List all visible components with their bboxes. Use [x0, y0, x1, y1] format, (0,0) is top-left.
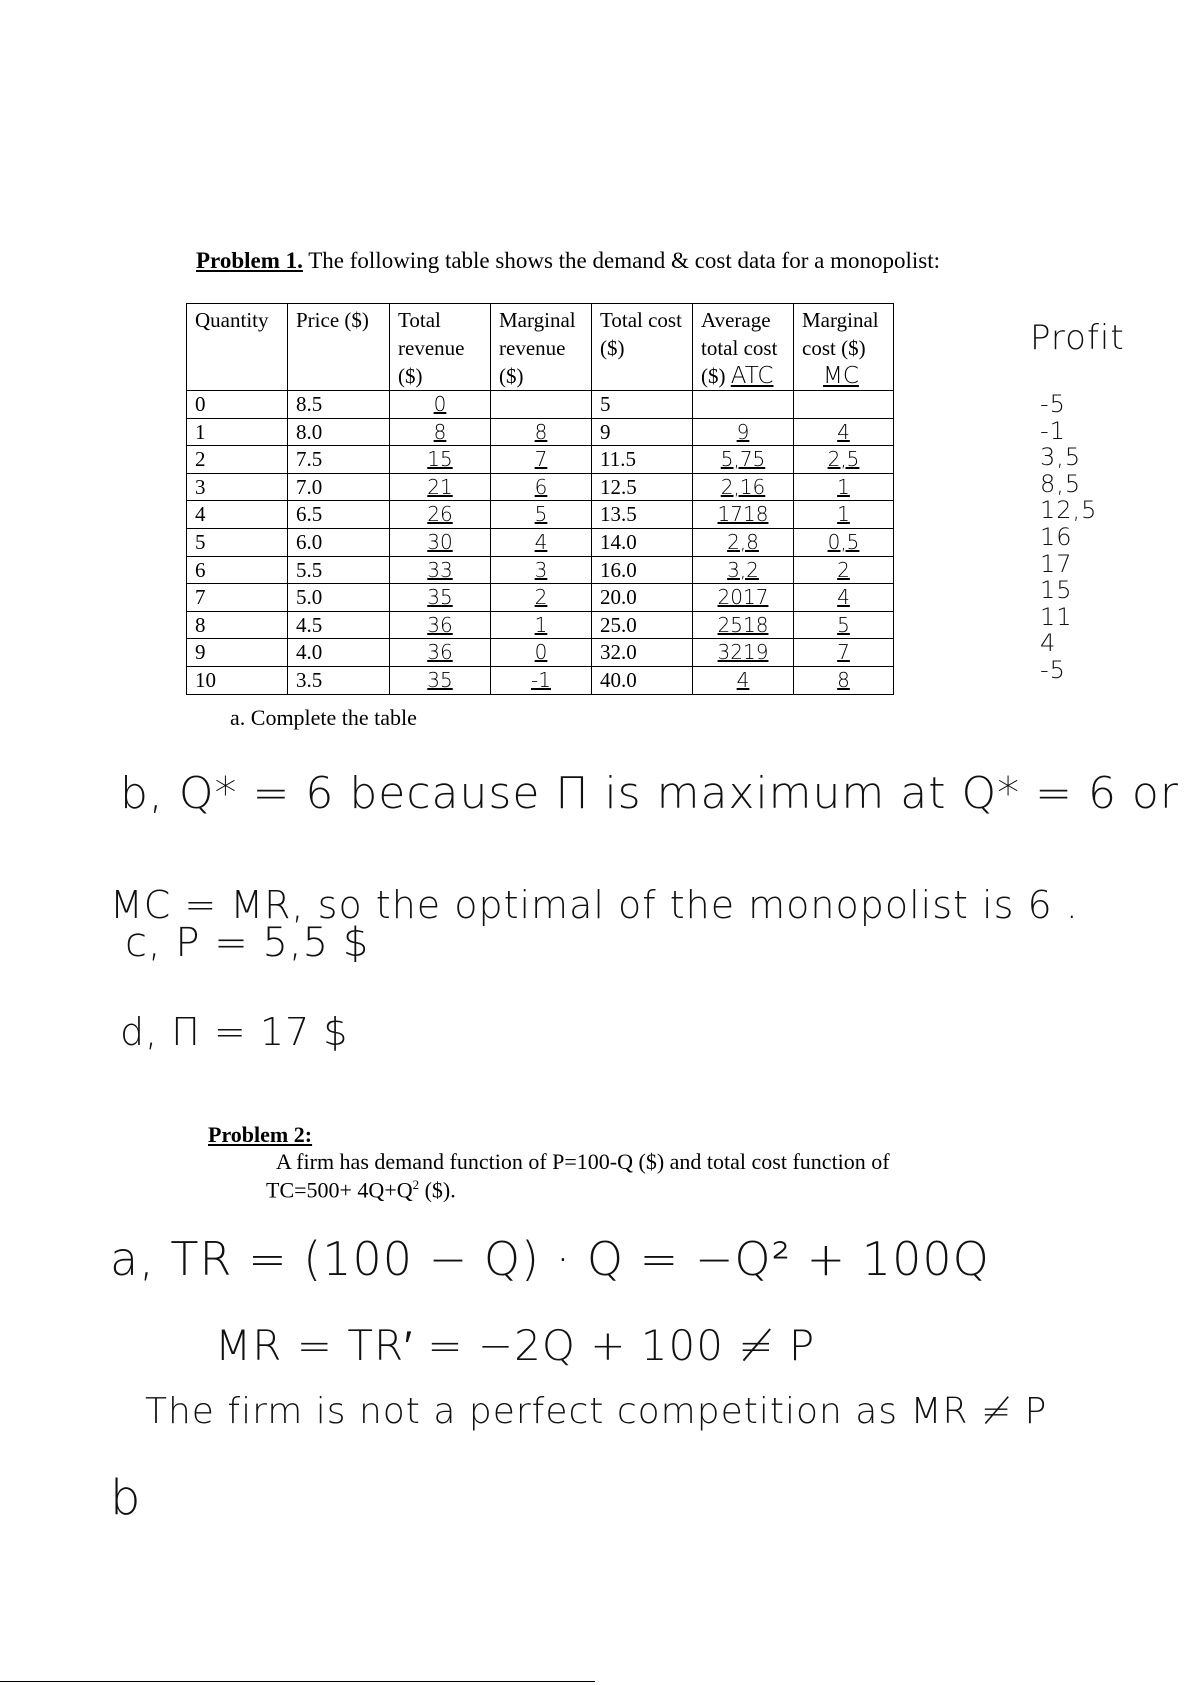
table-row	[187, 528, 894, 556]
profit-value: 12,5	[1040, 496, 1098, 525]
cell-total-cost: 12.5	[592, 473, 693, 501]
monopolist-table	[186, 303, 894, 695]
cell-marginal-cost: 5	[794, 611, 894, 639]
profit-header: Profit	[1030, 318, 1125, 358]
header-average-total-cost	[693, 304, 794, 391]
cell-marginal-revenue: 0	[491, 639, 592, 667]
cell-total-cost: 25.0	[592, 611, 693, 639]
cell-total-cost: 20.0	[592, 584, 693, 612]
cell-total-cost: 5	[592, 391, 693, 419]
cell-total-revenue: 26	[390, 501, 491, 529]
cell-marginal-revenue: 7	[491, 446, 592, 474]
cell-quantity: 6	[187, 556, 288, 584]
cell-total-revenue: 36	[390, 639, 491, 667]
header-total-cost: Total cost ($)	[592, 304, 693, 391]
part-a-instruction: a. Complete the table	[230, 705, 417, 730]
cell-marginal-cost: 7	[794, 639, 894, 667]
cell-total-cost: 14.0	[592, 528, 693, 556]
profit-value: 11	[1040, 602, 1073, 631]
cell-price: 3.5	[288, 666, 390, 694]
cell-price: 6.5	[288, 501, 390, 529]
cell-price: 5.5	[288, 556, 390, 584]
cell-marginal-cost: 0,5	[794, 528, 894, 556]
problem2-line1: A firm has demand function of P=100-Q ($) and total cost function of	[276, 1149, 890, 1174]
problem2-tc-suffix: ($).	[419, 1177, 456, 1203]
cell-average-total-cost: 1718	[693, 501, 794, 529]
cell-marginal-cost: 1	[794, 501, 894, 529]
answer2-a-tr: a, TR = (100 − Q) · Q = −Q² + 100Q	[110, 1232, 990, 1286]
table-header-row	[187, 304, 894, 391]
cell-total-cost: 9	[592, 418, 693, 446]
header-atc-note: ATC	[730, 363, 774, 389]
cell-total-revenue: 33	[390, 556, 491, 584]
profit-value: 17	[1040, 549, 1073, 578]
table-row	[187, 501, 894, 529]
cell-total-revenue: 36	[390, 611, 491, 639]
profit-value: 15	[1040, 576, 1073, 605]
cell-total-revenue: 8	[390, 418, 491, 446]
cell-total-cost: 40.0	[592, 666, 693, 694]
answer2-b-label: b	[110, 1470, 142, 1526]
answer-c: c, P = 5,5 $	[125, 920, 370, 966]
cell-price: 4.0	[288, 639, 390, 667]
profit-value: 16	[1040, 523, 1073, 551]
cell-price: 4.5	[288, 611, 390, 639]
cell-total-revenue: 0	[390, 391, 491, 419]
table-row	[187, 611, 894, 639]
header-mc-note: MC	[823, 363, 859, 389]
cell-average-total-cost	[693, 391, 794, 419]
profit-value: 8,5	[1040, 469, 1082, 498]
cell-quantity: 3	[187, 473, 288, 501]
cell-quantity: 2	[187, 446, 288, 474]
cell-marginal-revenue: 5	[491, 501, 592, 529]
cell-price: 8.5	[288, 391, 390, 419]
header-price: Price ($)	[288, 304, 390, 391]
table-row	[187, 666, 894, 694]
answer-b-line1: b, Q* = 6 because Π is maximum at Q* = 6 or	[120, 768, 1179, 819]
cell-marginal-revenue: -1	[491, 666, 592, 694]
header-marginal-revenue: Marginal revenue ($)	[491, 304, 592, 391]
cell-quantity: 10	[187, 666, 288, 694]
profit-value: 4	[1040, 629, 1057, 658]
problem2-tc-exponent: 2	[412, 1177, 420, 1192]
answer-d: d, Π = 17 $	[120, 1010, 349, 1054]
cell-average-total-cost: 2017	[693, 584, 794, 612]
table-row	[187, 446, 894, 474]
cell-quantity: 9	[187, 639, 288, 667]
cell-marginal-cost	[794, 391, 894, 419]
cell-marginal-cost: 2,5	[794, 446, 894, 474]
cell-average-total-cost: 3,2	[693, 556, 794, 584]
profit-value: -1	[1040, 416, 1066, 445]
cell-total-revenue: 35	[390, 584, 491, 612]
profit-value: 3,5	[1040, 443, 1082, 472]
cell-average-total-cost: 3219	[693, 639, 794, 667]
cell-average-total-cost: 4	[693, 666, 794, 694]
profit-value: -5	[1040, 656, 1066, 684]
cell-quantity: 8	[187, 611, 288, 639]
table-row	[187, 639, 894, 667]
cell-marginal-revenue: 3	[491, 556, 592, 584]
cell-price: 6.0	[288, 528, 390, 556]
cell-marginal-revenue: 4	[491, 528, 592, 556]
header-mc-label: Marginal cost ($)	[802, 308, 879, 360]
problem1-title	[196, 248, 940, 274]
cell-total-revenue: 21	[390, 473, 491, 501]
answer-b-line2: MC = MR, so the optimal of the monopolist is 6 .	[110, 883, 1079, 927]
cell-quantity: 1	[187, 418, 288, 446]
cell-marginal-cost: 4	[794, 418, 894, 446]
cell-quantity: 7	[187, 584, 288, 612]
problem1-text: The following table shows the demand & cost data for a monopolist:	[302, 248, 940, 273]
answer2-a-mr: MR = TR′ = −2Q + 100 ≠ P	[215, 1321, 816, 1370]
table-row	[187, 391, 894, 419]
table-row	[187, 556, 894, 584]
table-row	[187, 418, 894, 446]
cell-price: 7.5	[288, 446, 390, 474]
cell-marginal-revenue: 6	[491, 473, 592, 501]
answer2-a-firm: The firm is not a perfect competition as MR ≠ P	[145, 1391, 1048, 1432]
cell-total-revenue: 30	[390, 528, 491, 556]
table-row	[187, 473, 894, 501]
cell-marginal-revenue: 8	[491, 418, 592, 446]
problem2-tc-prefix: TC=500+ 4Q+Q	[266, 1177, 413, 1203]
cell-marginal-cost: 4	[794, 584, 894, 612]
cell-quantity: 0	[187, 391, 288, 419]
cell-marginal-cost: 2	[794, 556, 894, 584]
cell-average-total-cost: 5,75	[693, 446, 794, 474]
cell-quantity: 5	[187, 528, 288, 556]
cell-price: 8.0	[288, 418, 390, 446]
header-total-revenue: Total revenue ($)	[390, 304, 491, 391]
bottom-divider	[0, 1681, 595, 1682]
problem1-label: Problem 1.	[196, 248, 303, 273]
cell-total-revenue: 35	[390, 666, 491, 694]
cell-marginal-revenue	[491, 391, 592, 419]
table-row	[187, 584, 894, 612]
cell-price: 5.0	[288, 584, 390, 612]
profit-value: -5	[1040, 390, 1066, 418]
cell-marginal-cost: 8	[794, 666, 894, 694]
cell-price: 7.0	[288, 473, 390, 501]
cell-average-total-cost: 2518	[693, 611, 794, 639]
cell-total-revenue: 15	[390, 446, 491, 474]
cell-total-cost: 11.5	[592, 446, 693, 474]
problem2-label: Problem 2:	[208, 1122, 313, 1147]
header-atc-label: Average total cost ($)	[701, 308, 778, 388]
cell-average-total-cost: 2,8	[693, 528, 794, 556]
cell-quantity: 4	[187, 501, 288, 529]
cell-average-total-cost: 2,16	[693, 473, 794, 501]
header-quantity: Quantity	[187, 304, 288, 391]
cell-total-cost: 13.5	[592, 501, 693, 529]
cell-average-total-cost: 9	[693, 418, 794, 446]
cell-marginal-cost: 1	[794, 473, 894, 501]
cell-total-cost: 16.0	[592, 556, 693, 584]
header-marginal-cost	[794, 304, 894, 391]
problem2-line2	[266, 1177, 456, 1203]
cell-total-cost: 32.0	[592, 639, 693, 667]
cell-marginal-revenue: 2	[491, 584, 592, 612]
cell-marginal-revenue: 1	[491, 611, 592, 639]
